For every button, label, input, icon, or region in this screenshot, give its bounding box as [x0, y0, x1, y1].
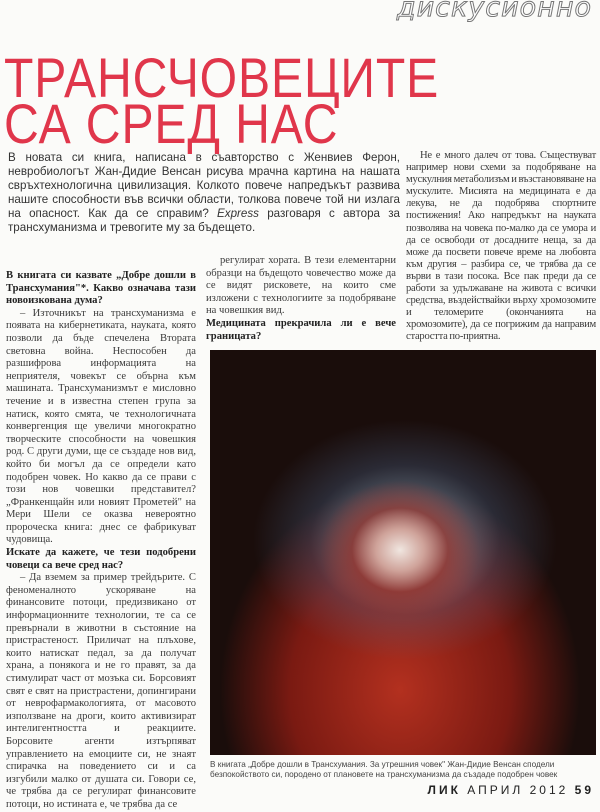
page-footer — [428, 783, 594, 797]
article-title-line-2: СА СРЕД НАС — [4, 92, 339, 155]
section-label: дискусионно — [396, 0, 592, 23]
magazine-name: ЛИК — [427, 783, 461, 797]
photo-caption: В книгата „Добре дошли в Трансхумания. За утрешния човек" Жан-Дидие Венсан сподели безпокойството си, породено от плановете на трансхуманизма да създаде подобрен човек — [210, 760, 558, 779]
paragraph: – Да вземем за пример трейдърите. С феноменалното ускоряване на финансовите потоци, предизвикано от информационните технологии, те са се превърнали в животни в състояние на пристрастеност. Приличат на плъхове, които натискат педал, за да получат храна, а понякога и не го правят, за да стимулират част от мозъка си. Борсовият свят е свят на пристрастени, допингирани от неврофармакологията, от масовото използване на дроги, които активизират интелигентността и реакциите. Борсовите агенти изтърпяват управлението на емоциите си, не знаят спирачка на поведението си и са изгубили малко от душата си. Говори се, че трябва да се регулират финансовите потоци, но истината е, че трябва да се — [6, 572, 196, 810]
article-title-line-1: ТРАНСЧОВЕЦИТЕ — [4, 46, 440, 109]
page-number: 59 — [574, 783, 594, 797]
interview-question: Медицината прекрачила ли е вече границата? — [206, 317, 396, 342]
paragraph: Не е много далеч от това. Съществуват например нови схеми за подобряване на мускулния метаболизъм и възстановяване на мускулите. Мисията на медицината е да лекува, не да подобрява спортните постижения! Ако напредъкът на науката позволява на човека по-малко да се умора и да се освободи от досадните неща, за да може да посвети повече време на любовта към другия – разбира се, че трябва да се върви в тази посока. Все пак преди да се работи за удължаване на живота с всички средства, въздействайки върху хромозомите и теломерите (окончанията на хромозомите), да се погрижим да направим старостта по-приятна. — [406, 150, 596, 343]
issue-date: АПРИЛ 2012 — [467, 783, 569, 797]
lead-text-end: разговаря с автора за трансхуманизма и тревогите му за бъдещето. — [8, 207, 400, 234]
lead-text: В новата си книга, написана в съавторство с Женвиев Ферон, невробиологът Жан-Дидие Венсан рисува мрачна картина на нашата свръхтехнологична цивилизация. Колкото повече напредъкът развива нашите способности във всички области, толкова повече той ни излага на опасност. Как да се справим? — [8, 151, 400, 220]
article-photo — [210, 350, 596, 755]
column-3 — [406, 150, 596, 344]
paragraph: регулират хората. В тези елементарни образци на бъдещото човечество може да се видят рисковете, на които сме изложени с технологиите за подобряване на човешкия вид. — [206, 255, 396, 317]
article-lead — [8, 151, 400, 235]
interview-question: Искате да кажете, че тези подобрени човеци са вече сред нас? — [6, 547, 196, 571]
paragraph: – Източникът на трансхуманизма е появата на кибернетиката, науката, която позволи да бъде спечелена Втората световна война. Неспособен да разшифрова информацията на неприятеля, човекът се обърна към машината. Трансхуманизмът е мисловно течение и в известна степен група за натиск, която смята, че технологичната конвергенция ще увеличи многократно творческите способности на човешкия род. С други думи, ще се създаде нов вид, който би могъл да се определи като подобрен човек. Но какво да се прави с този нов човешки представител? „Франкенщайн или новият Прометей" на Мери Шели се оказва невероятно пророческа книга: днес се фабрикуват чудовища. — [6, 307, 196, 546]
interview-question: В книгата си казвате „Добре дошли в Трансхумания"*. Какво означава тази новоизкована дума? — [6, 270, 196, 307]
column-2 — [206, 255, 396, 343]
lead-publication: Express — [217, 207, 259, 220]
column-1 — [6, 270, 196, 812]
